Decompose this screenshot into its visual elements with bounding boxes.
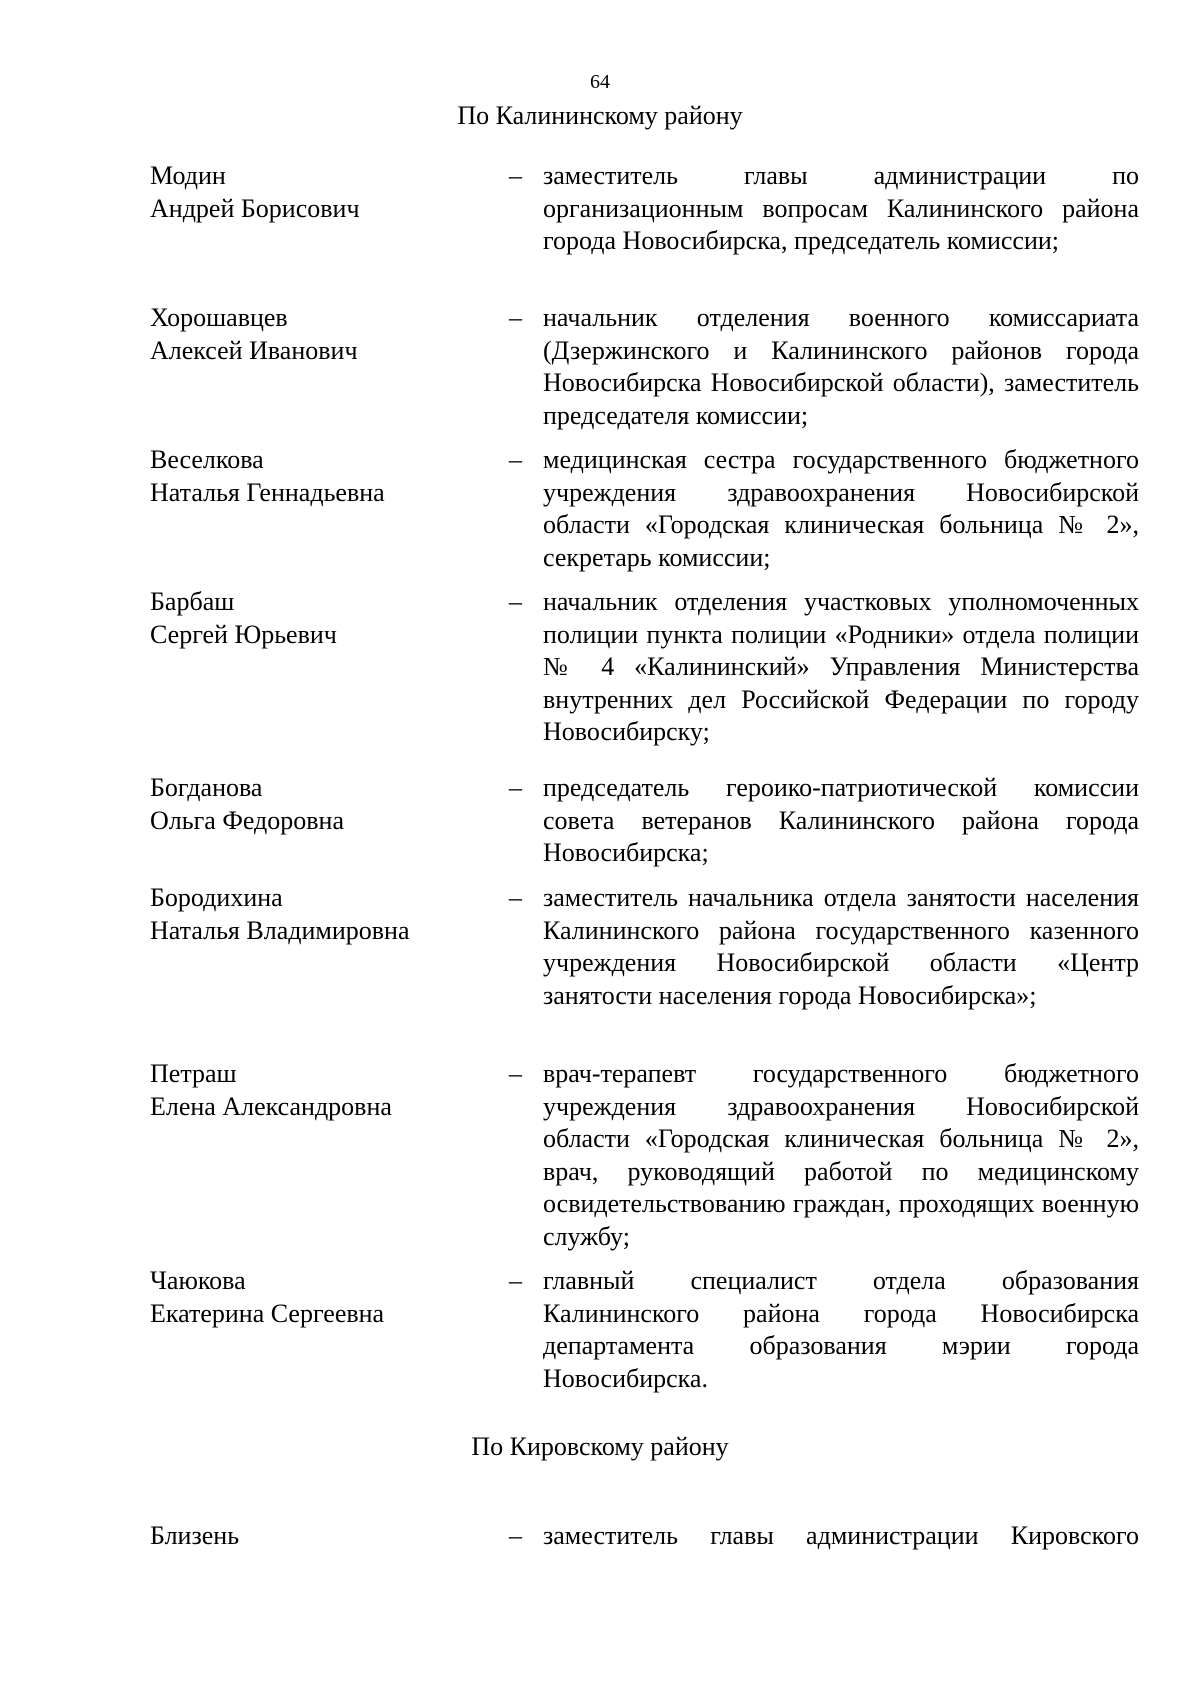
member-name — [150, 1058, 490, 1123]
member-position: заместитель начальника отдела занятости населения Калининского района государственного казенного учреждения Новосибирской области «Центр занятости населения города Новосибирска»; — [543, 883, 1139, 1010]
dash: – — [509, 161, 522, 190]
member-given-name: Андрей Борисович — [150, 193, 360, 223]
member-surname: Богданова — [150, 773, 263, 802]
member-name — [150, 586, 490, 651]
member-surname: Веселкова — [150, 445, 264, 474]
member-surname: Петраш — [150, 1059, 237, 1088]
page-number: 64 — [590, 71, 610, 93]
member-name — [150, 160, 490, 225]
member-name — [150, 444, 490, 509]
dash: – — [509, 773, 522, 802]
dash: – — [509, 883, 522, 912]
member-name — [150, 1265, 490, 1330]
member-name — [150, 882, 490, 947]
member-surname: Близень — [150, 1521, 240, 1550]
member-given-name: Екатерина Сергеевна — [150, 1298, 385, 1328]
member-given-name: Алексей Иванович — [150, 335, 358, 365]
dash: – — [509, 1521, 522, 1550]
member-given-name: Елена Александровна — [150, 1091, 392, 1121]
member-surname: Хорошавцев — [150, 303, 288, 332]
member-surname: Чаюкова — [150, 1266, 246, 1295]
member-given-name: Сергей Юрьевич — [150, 619, 337, 649]
dash: – — [509, 587, 522, 616]
member-surname: Бородихина — [150, 883, 283, 912]
member-name — [150, 772, 490, 837]
member-given-name: Наталья Владимировна — [150, 915, 410, 945]
member-position: заместитель главы администрации по организационным вопросам Калининского района города Новосибирска, председатель комиссии; — [543, 161, 1139, 256]
member-surname: Барбаш — [150, 587, 235, 616]
member-position: главный специалист отдела образования Калининского района города Новосибирска департамента образования мэрии города Новосибирска. — [543, 1266, 1139, 1393]
dash: – — [509, 445, 522, 474]
member-name — [150, 302, 490, 367]
member-position: врач-терапевт государственного бюджетного учреждения здравоохранения Новосибирской области «Городская клиническая больница № 2», врач, руководящий работой по медицинскому освидетельствованию граждан, проходящих военную службу; — [543, 1059, 1139, 1251]
dash: – — [509, 1059, 522, 1088]
section-title-kalininsky: По Калининскому району — [457, 101, 743, 130]
dash: – — [509, 303, 522, 332]
member-position: начальник отделения военного комиссариата (Дзержинского и Калининского районов города Новосибирска Новосибирской области), заместитель председателя комиссии; — [543, 303, 1139, 430]
member-given-name: Наталья Геннадьевна — [150, 477, 385, 507]
member-position: председатель героико-патриотической комиссии совета ветеранов Калининского района города Новосибирска; — [543, 773, 1139, 868]
member-position: начальник отделения участковых уполномоченных полиции пункта полиции «Родники» отдела полиции № 4 «Калининский» Управления Министерства внутренних дел Российской Федерации по городу Новосибирску; — [543, 587, 1139, 747]
dash: – — [509, 1266, 522, 1295]
member-surname: Модин — [150, 161, 226, 190]
member-name — [150, 1520, 490, 1553]
member-position: заместитель главы администрации Кировского — [543, 1521, 1139, 1550]
member-position: медицинская сестра государственного бюджетного учреждения здравоохранения Новосибирской области «Городская клиническая больница № 2», секретарь комиссии; — [543, 445, 1139, 572]
member-given-name: Ольга Федоровна — [150, 805, 345, 835]
section-title-kirovsky: По Кировскому району — [471, 1432, 729, 1461]
